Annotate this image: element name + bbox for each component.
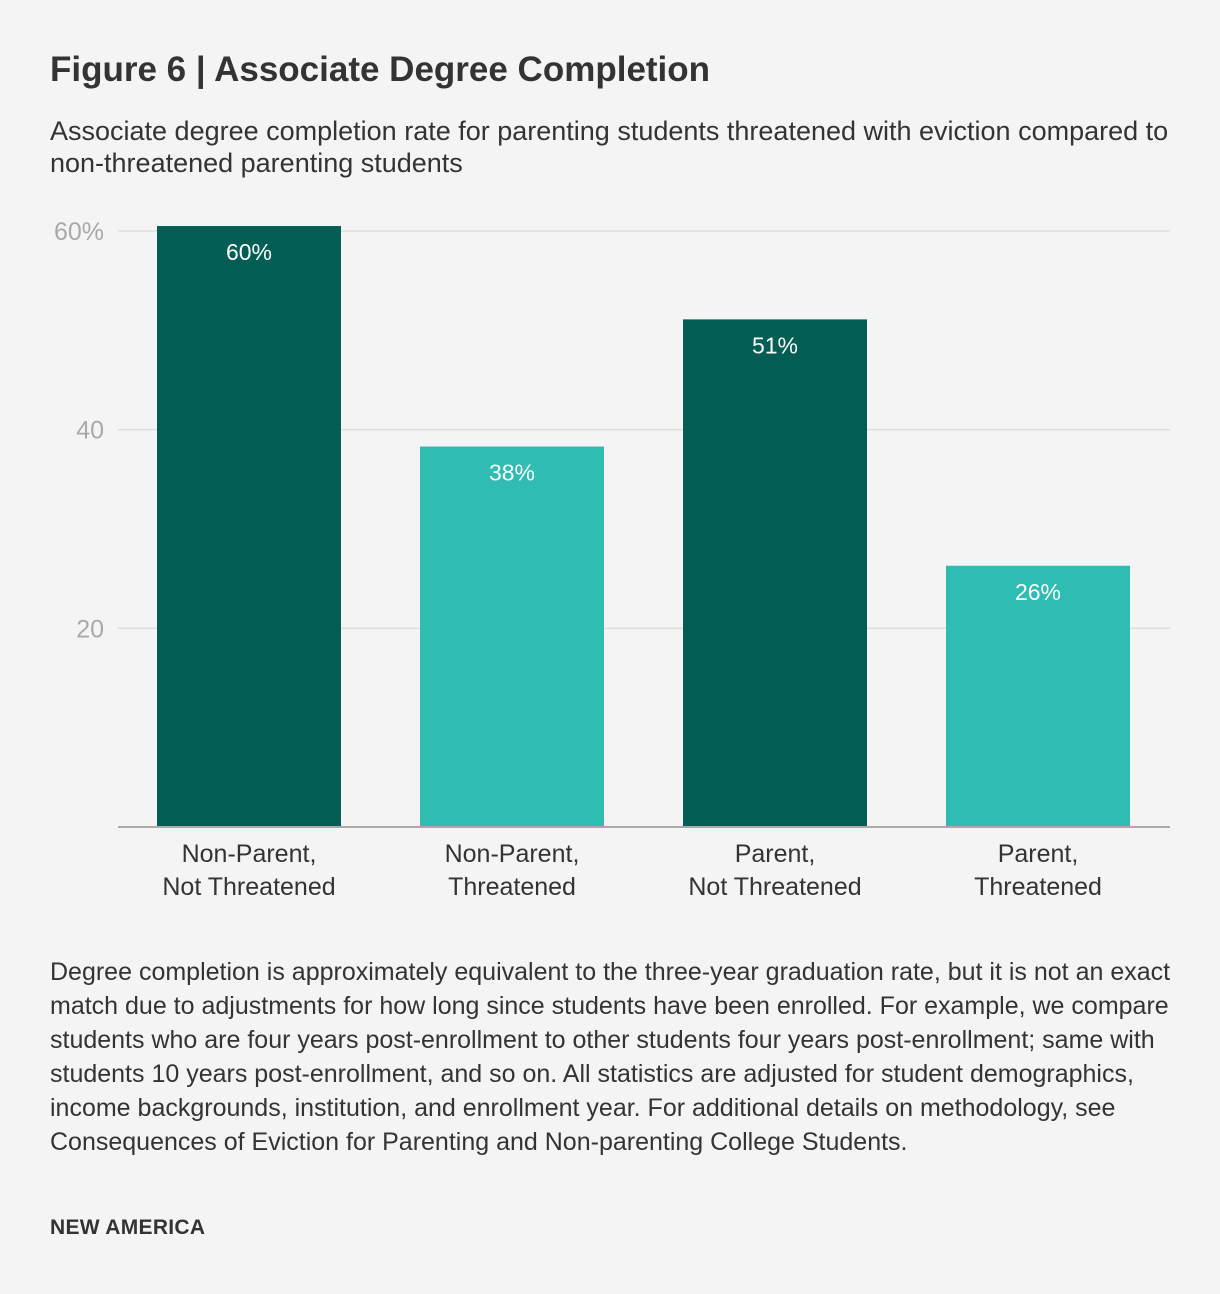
chart-title: Figure 6 | Associate Degree Completion bbox=[50, 50, 711, 89]
bar-value-label: 26% bbox=[1014, 578, 1062, 605]
bar bbox=[157, 226, 341, 827]
bar-value-labels bbox=[226, 239, 1061, 605]
chart-subtitle: Associate degree completion rate for parenting students threatened with eviction compared to non-threatened parenting students bbox=[50, 116, 1169, 178]
bar-value-label: 38% bbox=[488, 459, 536, 486]
x-tick-label: Threatened bbox=[974, 873, 1102, 901]
x-tick-label: Parent, bbox=[734, 840, 816, 868]
x-tick-label: Threatened bbox=[448, 873, 576, 901]
y-tick-label: 40 bbox=[76, 416, 104, 445]
bar bbox=[946, 566, 1130, 827]
x-tick-label: Non-Parent, bbox=[181, 840, 317, 868]
x-tick-label: Not Threatened bbox=[688, 873, 862, 901]
bar bbox=[420, 447, 604, 827]
bar-value-label: 60% bbox=[225, 239, 273, 266]
y-tick-label: 60% bbox=[53, 218, 104, 246]
chart-note: Degree completion is approximately equivalent to the three-year graduation rate, but it is not an exact match due to adjustments for how long since students have been enrolled. For example, we compare students who are four years post-enrollment to other students four years post-enrollment; same with students 10 years post-enrollment, and so on. All statistics are adjusted for student demographics, income backgrounds, institution, and enrollment year. For additional details on methodology, see Consequences of Eviction for Parenting and Non-parenting College Students. bbox=[50, 958, 1171, 1156]
bar bbox=[683, 319, 867, 827]
bar-value-label: 51% bbox=[751, 332, 799, 359]
y-tick-label: 20 bbox=[76, 615, 104, 644]
x-tick-label: Parent, bbox=[997, 840, 1079, 868]
y-axis-ticks bbox=[54, 218, 104, 643]
x-tick-label: Non-Parent, bbox=[444, 840, 580, 868]
x-axis-ticks bbox=[162, 840, 1102, 901]
bars bbox=[157, 226, 1130, 827]
x-tick-label: Not Threatened bbox=[162, 873, 336, 901]
source-credit: NEW AMERICA bbox=[50, 1216, 206, 1239]
